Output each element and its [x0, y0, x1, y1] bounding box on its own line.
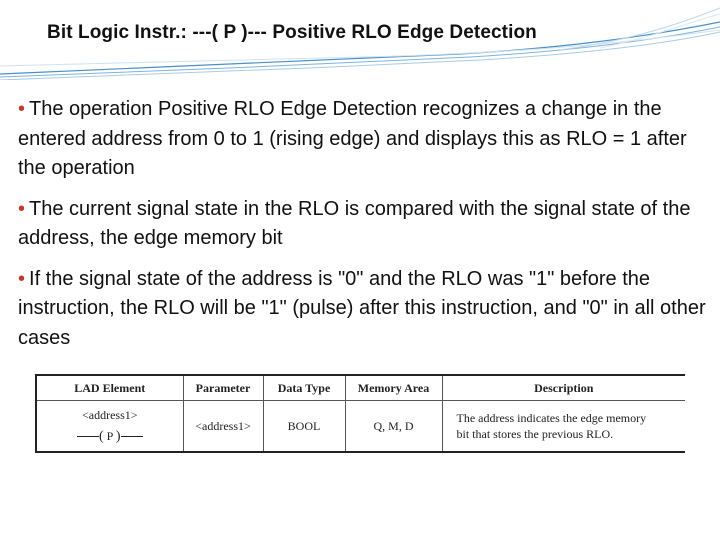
- bullet-marker: •: [18, 267, 26, 290]
- slide-title: Bit Logic Instr.: ---( P )--- Positive RLO Edge Detection: [47, 22, 537, 43]
- bullet-marker: •: [18, 98, 26, 120]
- bullet-text: If the signal state of the address is "0" and the RLO was "1" before the instruction, the RLO will be "1" (pulse) after this instruction, and "0" in all other cases: [18, 267, 706, 349]
- coil-wire-right: [121, 436, 143, 437]
- parameter-cell: <address1>: [183, 401, 263, 453]
- header-data-type: Data Type: [263, 375, 345, 401]
- bullet-item: [18, 265, 708, 354]
- description-cell: [442, 401, 685, 453]
- memory-area-cell: Q, M, D: [345, 401, 442, 453]
- lad-coil-symbol: ( P ): [41, 429, 179, 445]
- bullet-item: [18, 195, 708, 254]
- lad-address-label: <address1>: [81, 407, 138, 422]
- header-lad-element: LAD Element: [36, 375, 183, 401]
- table-row: [36, 401, 685, 453]
- bullet-list: [18, 95, 708, 364]
- bullet-text: The operation Positive RLO Edge Detection recognizes a change in the entered address from 0 to 1 (rising edge) and displays this as RLO = 1 after the operation: [18, 98, 687, 179]
- description-line: The address indicates the edge memory: [456, 411, 647, 425]
- data-type-cell: BOOL: [263, 401, 345, 453]
- description-line: bit that stores the previous RLO.: [456, 427, 614, 441]
- coil-label: P: [106, 428, 113, 443]
- bullet-text: The current signal state in the RLO is compared with the signal state of the address, the edge memory bit: [18, 197, 691, 249]
- parameter-table: [35, 374, 685, 453]
- bullet-marker: •: [18, 197, 26, 220]
- coil-wire-left: [77, 436, 99, 437]
- header-description: Description: [442, 375, 685, 401]
- lad-element-cell: [36, 401, 183, 453]
- header-memory-area: Memory Area: [345, 375, 442, 401]
- bullet-item: [18, 95, 708, 184]
- table-header-row: [36, 375, 685, 401]
- header-parameter: Parameter: [183, 375, 263, 401]
